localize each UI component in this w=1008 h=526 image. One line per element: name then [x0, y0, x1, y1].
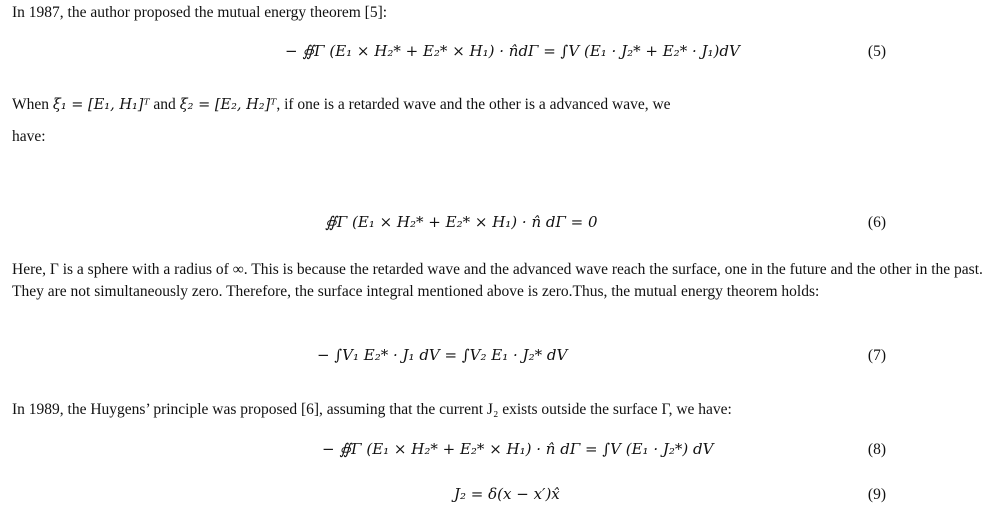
paragraph-conditions	[12, 94, 1002, 116]
equation-number-6: (6)	[867, 214, 886, 231]
equation-5: − ∯Γ (E₁ × H₂* + E₂* × H₁) · n̂dΓ = ∫V (E₁ · J₂* + E₂* · J₁)dV	[285, 42, 740, 60]
paragraph-explanation: Here, Γ is a sphere with a radius of ∞. This is because the retarded wave and the advanced wave reach the surface, one in the future and the other in the past. They are not simultaneously zero. Therefore, the surface integral mentioned above is zero.Thus, the mutual energy theorem holds:	[12, 261, 983, 300]
equation-number-7: (7)	[867, 347, 886, 364]
equation-7: − ∫V₁ E₂* · J₁ dV = ∫V₂ E₁ · J₂* dV	[317, 346, 568, 364]
equation-9: J₂ = δ(x − x′)x̂	[454, 485, 560, 503]
paragraph-conditions-rest: , if one is a retarded wave and the other is a advanced wave, we	[276, 96, 671, 113]
equation-number-9: (9)	[867, 486, 886, 503]
paragraph-conditions-lead: When	[12, 96, 50, 113]
equation-6: ∯Γ (E₁ × H₂* + E₂* × H₁) · n̂ dΓ = 0	[325, 213, 598, 231]
paragraph-huygens: In 1989, the Huygens’ principle was proposed [6], assuming that the current J₂ exists outside the surface Γ, we have:	[12, 401, 732, 418]
xi1-definition: ξ₁ = [E₁, H₁]ᵀ	[52, 97, 150, 113]
equation-number-8: (8)	[867, 441, 886, 458]
xi2-definition: ξ₂ = [E₂, H₂]ᵀ	[179, 97, 277, 113]
paragraph-intro: In 1987, the author proposed the mutual energy theorem [5]:	[12, 4, 388, 21]
equation-8: − ∯Γ (E₁ × H₂* + E₂* × H₁) · n̂ dΓ = ∫V (E₁ · J₂*) dV	[322, 440, 714, 458]
equation-number-5: (5)	[867, 43, 886, 60]
paragraph-conditions-and: and	[153, 96, 176, 113]
paragraph-conditions-continuation: have:	[12, 128, 46, 145]
